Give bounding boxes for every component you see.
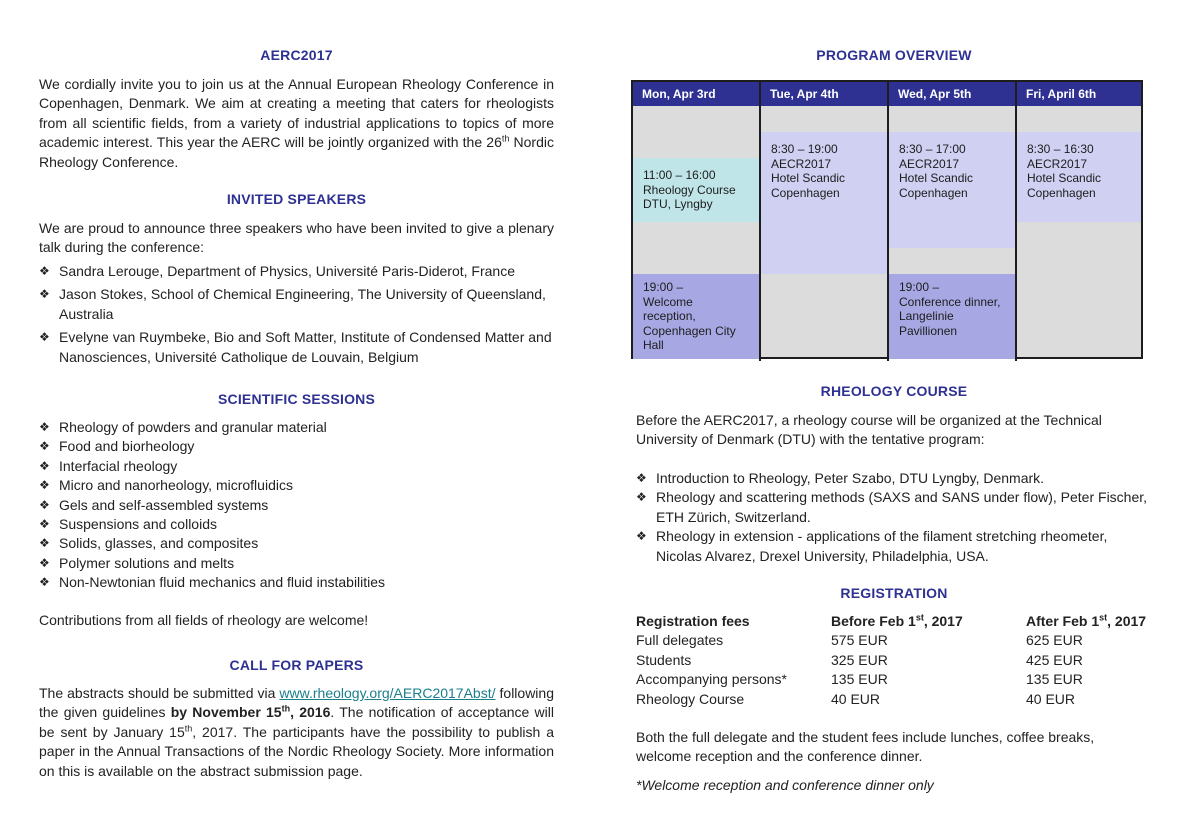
table-row [636,651,1146,670]
diamond-bullet-icon: ❖ [39,439,50,454]
fees-cell: 625 EUR [1026,632,1083,649]
fees-cell: Before Feb 1st, 2017 [831,612,963,629]
cfp-following: following the given guidelines [39,685,554,721]
diamond-bullet-icon: ❖ [39,575,50,590]
list-item-text: Gels and self-assembled systems [59,496,269,513]
list-item-text: Sandra Lerouge, Department of Physics, Université Paris-Diderot, France [59,263,515,279]
diamond-bullet-icon: ❖ [39,420,50,434]
fees-cell: Full delegates [636,632,724,649]
cfp-pre: The abstracts should be submitted via [39,685,276,701]
diamond-bullet-icon: ❖ [39,517,50,532]
list-item [39,437,554,456]
diamond-bullet-icon: ❖ [39,478,50,493]
fees-cell: 135 EUR [1026,671,1083,688]
list-item-text: Polymer solutions and melts [59,554,235,571]
fees-cell: Registration fees [636,613,750,629]
course-intro: Before the AERC2017, a rheology course will be organized at the Technical University of Denmark (DTU) with the tentative program: [636,412,1102,448]
list-item [39,457,554,476]
list-item [39,328,554,367]
registration-heading: REGISTRATION [840,585,948,601]
list-item-text: Rheology of powders and granular material [59,419,327,435]
fees-cell: 40 EUR [831,690,881,707]
list-item-text: Introduction to Rheology, Peter Szabo, DTU Lyngby, Denmark. [656,470,1045,486]
schedule-block: 8:30 – 19:00 AECR2017 Hotel Scandic Copenhagen [761,132,887,274]
program-heading: PROGRAM OVERVIEW [816,47,972,63]
fees-table [636,612,1146,709]
list-item-text: Rheology and scattering methods (SAXS and SANS under flow), Peter Fischer, ETH Zürich, Switzerland. [656,489,1148,525]
list-item [636,469,1152,488]
course-heading: RHEOLOGY COURSE [820,383,968,399]
day-header: Fri, April 6th [1017,82,1141,106]
cfp-text [39,684,554,781]
table-row [636,670,1146,689]
day-column-mon [633,82,761,361]
list-item-text: Micro and nanorheology, microfluidics [59,477,293,494]
list-item [39,262,554,281]
list-item [39,573,554,592]
fees-header-row [636,612,1146,631]
day-header: Mon, Apr 3rd [633,82,759,106]
contributions-text: Contributions from all fields of rheology are welcome! [39,612,369,628]
list-item-text: Solids, glasses, and composites [59,535,259,552]
list-item [39,554,554,573]
list-item-text: Evelyne van Ruymbeke, Bio and Soft Matter, Institute of Condensed Matter and Nanosciences, Université Catholique de Louvain, Belgium [59,329,552,365]
sessions-list [39,418,554,593]
diamond-bullet-icon: ❖ [39,330,50,345]
schedule-block: 8:30 – 17:00 AECR2017 Hotel Scandic Copenhagen [889,132,1015,248]
diamond-bullet-icon: ❖ [39,458,50,473]
speakers-list [39,262,554,367]
left-column [39,0,554,824]
table-row [636,631,1146,650]
list-item [39,418,554,437]
list-item-text: Suspensions and colloids [59,516,217,533]
list-item-text: Jason Stokes, School of Chemical Engineering, The University of Queensland, Australia [59,286,546,322]
schedule-block: 8:30 – 16:30 AECR2017 Hotel Scandic Copenhagen [1017,132,1141,222]
fees-cell: 575 EUR [831,632,888,649]
list-item [39,285,554,324]
speakers-heading: INVITED SPEAKERS [226,191,367,207]
schedule-block: 19:00 – Conference dinner, Langelinie Pavillionen [889,274,1015,359]
fees-note: Both the full delegate and the student fees include lunches, coffee breaks, welcome reception and the conference dinner. [636,729,1095,765]
list-item-text: Rheology in extension - applications of the filament stretching rheometer, Nicolas Alvarez, Drexel University, Philadelphia, USA. [656,528,1108,564]
list-item [636,488,1152,527]
schedule-block: 11:00 – 16:00 Rheology Course DTU, Lyngby [633,158,759,222]
aerc-intro [39,75,554,172]
list-item [39,534,554,553]
list-item [39,476,554,495]
cfp-heading: CALL FOR PAPERS [229,657,364,673]
day-header: Wed, Apr 5th [889,82,1015,106]
aerc-heading: AERC2017 [260,47,333,63]
diamond-bullet-icon: ❖ [636,471,647,485]
abstract-submission-link[interactable]: www.rheology.org/AERC2017Abst/ [279,685,496,701]
diamond-bullet-icon: ❖ [39,264,50,278]
day-column-wed [889,82,1017,361]
diamond-bullet-icon: ❖ [39,555,50,570]
fees-cell: After Feb 1st, 2017 [1026,612,1147,629]
diamond-bullet-icon: ❖ [636,529,647,544]
program-schedule [631,80,1143,359]
cfp-post: . The notification of acceptance will be sent by January 15th, 2017. The participants have the possibility to publish a paper in the Annual Transactions of the Nordic Rheology Society. More information on this is available on the abstract submission page. [39,704,555,779]
speakers-intro: We are proud to announce three speakers who have been invited to give a plenary talk during the conference: [39,220,554,256]
list-item-text: Interfacial rheology [59,457,178,474]
fees-cell: Rheology Course [636,690,745,707]
fees-cell: 40 EUR [1026,690,1076,707]
list-item [39,515,554,534]
fees-cell: Accompanying persons* [636,671,787,688]
fees-cell: 425 EUR [1026,651,1083,668]
diamond-bullet-icon: ❖ [39,536,50,551]
cfp-deadline: by November 15th, 2016 [170,703,331,721]
schedule-block: 19:00 – Welcome reception, Copenhagen City Hall [633,274,759,359]
fees-cell: 325 EUR [831,651,888,668]
list-item [636,527,1152,566]
fees-cell: Students [636,651,692,668]
sessions-heading: SCIENTIFIC SESSIONS [217,391,376,407]
list-item-text: Food and biorheology [59,438,195,455]
aerc-intro-text: We cordially invite you to join us at the Annual European Rheology Conference in Copenhagen, Denmark. We aim at creating a meeting that caters for rheologists from all scientific fields, from a variety of industrial applications to topics of more academic interest. This year the AERC will be jointly organized with the 26th Nordic Rheology Conference. [39,76,554,170]
day-header: Tue, Apr 4th [761,82,887,106]
diamond-bullet-icon: ❖ [39,497,50,512]
list-item [39,496,554,515]
diamond-bullet-icon: ❖ [39,287,50,302]
diamond-bullet-icon: ❖ [636,490,647,505]
fees-cell: 135 EUR [831,671,888,688]
day-column-tue [761,82,889,361]
table-row [636,690,1146,709]
day-column-fri [1017,82,1141,361]
course-list [636,469,1152,566]
list-item-text: Non-Newtonian fluid mechanics and fluid instabilities [59,574,386,591]
footnote: *Welcome reception and conference dinner only [636,777,934,793]
